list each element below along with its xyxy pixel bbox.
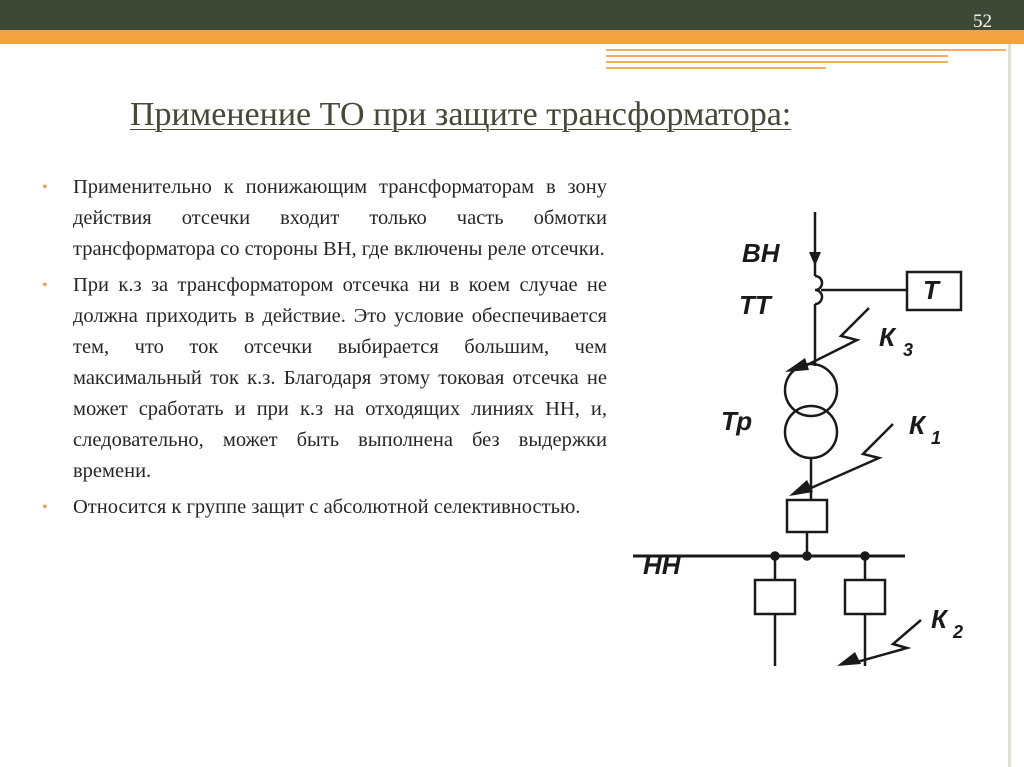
fault-k2-subscript: 2	[953, 622, 964, 642]
slide-number: 52	[973, 11, 992, 32]
bullet-text: Относится к группе защит с абсолютной селективностью.	[73, 496, 581, 518]
bullet-text: При к.з за трансформатором отсечка ни в коем случае не должна приходить в действие. Это условие обеспечивается тем, что ток отсечки выбирается большим, чем максимальный ток к.з. Благодаря этому токовая отсечка не может сработать и при к.з на отходящих линиях НН, и, следовательно, может быть выполнена без выдержки времени.	[73, 274, 607, 482]
lv-label: НН	[643, 550, 681, 580]
header-deco-line	[606, 67, 826, 69]
lv-breaker-box	[787, 500, 827, 532]
fault-k1-label: К	[909, 410, 925, 440]
header-deco-line	[606, 49, 1006, 51]
ct-label: ТТ	[739, 290, 771, 320]
header-deco-line	[606, 61, 948, 63]
transformer-protection-diagram	[625, 200, 975, 670]
header-accent-bar	[0, 30, 1024, 44]
header-deco-line	[606, 55, 948, 57]
bullet-dot-icon: •	[42, 277, 48, 294]
fault-k1-arrowhead-icon	[789, 480, 813, 496]
bullet-text: Применительно к понижающим трансформаторам в зону действия отсечки входит только часть обмотки трансформатора со стороны ВН, где включены реле отсечки.	[73, 176, 607, 260]
bullet-item	[42, 270, 607, 487]
hv-arrow-icon	[809, 252, 821, 266]
bullet-item	[42, 492, 607, 523]
transformer-primary-winding	[785, 364, 837, 416]
transformer-label: Тр	[721, 406, 753, 436]
hv-label: ВН	[742, 238, 780, 268]
fault-k1-subscript: 1	[931, 428, 942, 448]
right-edge-decoration	[1008, 44, 1011, 767]
relay-label: Т	[923, 275, 939, 305]
fault-k2-arrowhead-icon	[837, 652, 861, 666]
feeder-breaker-box	[755, 580, 795, 614]
header-bar	[0, 0, 1024, 30]
transformer-secondary-winding	[785, 406, 837, 458]
fault-k3-label: К	[879, 322, 895, 352]
bullet-list	[42, 172, 607, 528]
feeder-breaker-box	[845, 580, 885, 614]
fault-k3-subscript: 3	[903, 340, 914, 360]
bullet-dot-icon: •	[42, 179, 48, 196]
fault-k2-label: К	[931, 604, 947, 634]
fault-k2-arrow-icon	[857, 620, 921, 662]
bullet-dot-icon: •	[42, 499, 48, 516]
bullet-item	[42, 172, 607, 265]
bus-junction-dot	[804, 553, 811, 560]
slide-title: Применение ТО при защите трансформатора:	[130, 96, 792, 133]
current-transformer-symbol	[815, 276, 822, 304]
